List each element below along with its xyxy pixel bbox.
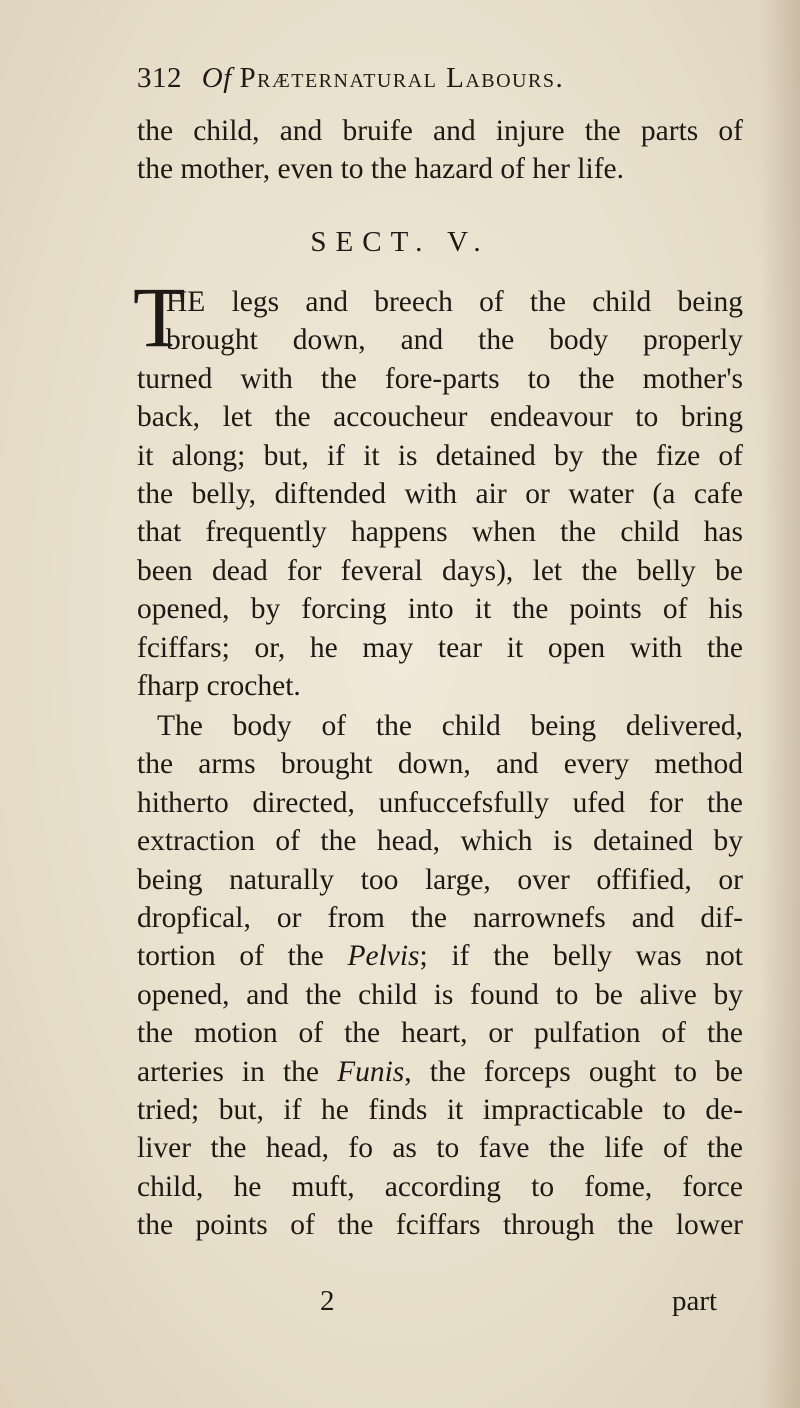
text-line: it along; but, if it is detained by the fize of — [137, 439, 743, 472]
header-of: Of — [201, 62, 232, 94]
drop-cap: T — [133, 269, 186, 365]
text-line: child, he muft, according to fome, force — [137, 1170, 743, 1203]
section-heading: SECT. V. — [310, 226, 490, 258]
text-line: fharp crochet. — [137, 669, 301, 702]
text-line: hitherto directed, unfuccefsfully ufed for the — [137, 786, 743, 819]
paragraph-1 — [137, 283, 743, 705]
text-line: back, let the accoucheur endeavour to bring — [137, 401, 743, 434]
intro-paragraph — [137, 112, 743, 189]
text-line: The body of the child being delivered, — [157, 710, 743, 742]
text-line: the child, and bruife and injure the parts of — [137, 115, 743, 147]
italic-term: Pelvis — [347, 940, 420, 973]
page-number: 312 — [137, 62, 182, 94]
signature-mark: 2 — [320, 1285, 335, 1317]
header-title: Præternatural Labours. — [239, 62, 565, 94]
text-line: HE legs and breech of the child being — [166, 286, 743, 318]
italic-term: Funis — [337, 1055, 405, 1088]
text-line: liver the head, fo as to fave the life of the — [137, 1132, 743, 1165]
text-line: the arms brought down, and every method — [137, 748, 743, 781]
text-line: the motion of the heart, or pulfation of the — [137, 1017, 743, 1050]
text-line: the belly, diftended with air or water (a cafe — [137, 477, 743, 510]
text-line: the points of the fciffars through the lower — [137, 1209, 743, 1242]
text-line: turned with the fore-parts to the mother's — [137, 362, 743, 395]
text-line: arteries in the Funis, the forceps ought to be — [137, 1055, 743, 1088]
text-line: fciffars; or, he may tear it open with the — [137, 631, 743, 664]
text-line: dropfical, or from the narrownefs and dif- — [137, 901, 743, 934]
text-line: the mother, even to the hazard of her life. — [137, 153, 624, 186]
page-edge-shadow — [760, 0, 800, 1408]
text-line: brought down, and the body properly — [166, 324, 743, 357]
text-line: tortion of the Pelvis; if the belly was not — [137, 940, 743, 973]
running-header — [137, 62, 564, 95]
paragraph-2 — [137, 707, 743, 1244]
text-line: extraction of the head, which is detained by — [137, 825, 743, 858]
text-line: opened, and the child is found to be alive by — [137, 978, 743, 1011]
text-line: opened, by forcing into it the points of his — [137, 593, 743, 626]
text-line: tried; but, if he finds it impracticable to de- — [137, 1093, 743, 1126]
catchword: part — [672, 1285, 718, 1317]
text-line: that frequently happens when the child has — [137, 516, 743, 549]
text-line: been dead for feveral days), let the belly be — [137, 554, 743, 587]
text-line: being naturally too large, over offified, or — [137, 863, 743, 896]
